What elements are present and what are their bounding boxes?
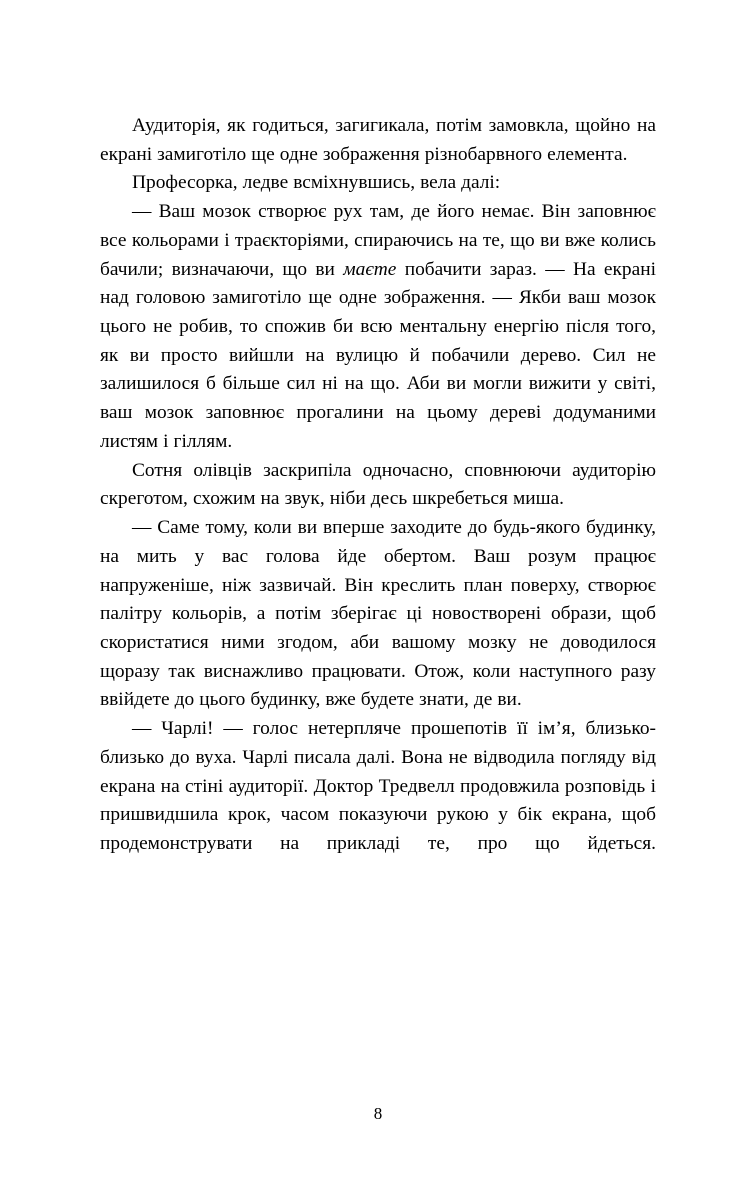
emphasised-word: маєте [343, 258, 397, 280]
paragraph-2: Професорка, ледве всміхнувшись, вела далі: [132, 172, 501, 194]
page-number: 8 [373, 1104, 383, 1123]
paragraph-1: Аудиторія, як годиться, загигикала, потім замовкла, щойно на екрані замиготіло ще одне зображення різнобарвного елемента. [100, 115, 656, 165]
paragraph-4: Сотня олівців заскрипіла одночасно, сповнюючи аудиторію скреготом, схожим на звук, ніби десь шкребеться миша. [100, 459, 656, 510]
paragraph-5-dialogue: — Саме тому, коли ви вперше заходите до будь-якого будинку, на мить у вас голова йде обертом. Ваш розум працює напруженіше, ніж зазвичай. Він креслить план поверху, створює палітру кольорів, а потім зберігає ці новостворені образи, щоб скористатися ними згодом, аби вашому мозку не доводилося щоразу так виснажливо працювати. Отож, коли наступного разу ввійдете до цього будинку, вже будете знати, де ви. [100, 517, 656, 711]
page-text-block [100, 112, 656, 859]
paragraph-6-dialogue: — Чарлі! — голос нетерпляче прошепотів її ім’я, близько-близько до вуха. Чарлі писала далі. Вона не відводила погляду від екрана на стіні аудиторії. Доктор Тредвелл продовжила розповідь і пришвидшила крок, часом показуючи рукою у бік екрана, щоб продемонструвати на прикладі те, про що йдеться. [100, 718, 656, 854]
paragraph-3-dialogue [100, 198, 656, 456]
paragraph-3-text-after-emphasis: побачити зараз. — На екрані над головою замиготіло ще одне зображення. — Якби ваш мозок цього не робив, то спожив би всю ментальну енергію після того, як ви просто вийшли на вулицю й побачили дерево. Сил не залишилося б більше сил ні на що. Аби ви могли вижити у світі, ваш мозок заповнює прогалини на цьому дереві додуманими листям і гіллям. [100, 258, 656, 452]
paragraph-3-text-before-emphasis: — Ваш мозок створює рух там, де його немає. Він заповнює все кольорами і траєкторіями, спираючись на те, що ви вже колись бачили; визначаючи, що ви [100, 201, 656, 280]
